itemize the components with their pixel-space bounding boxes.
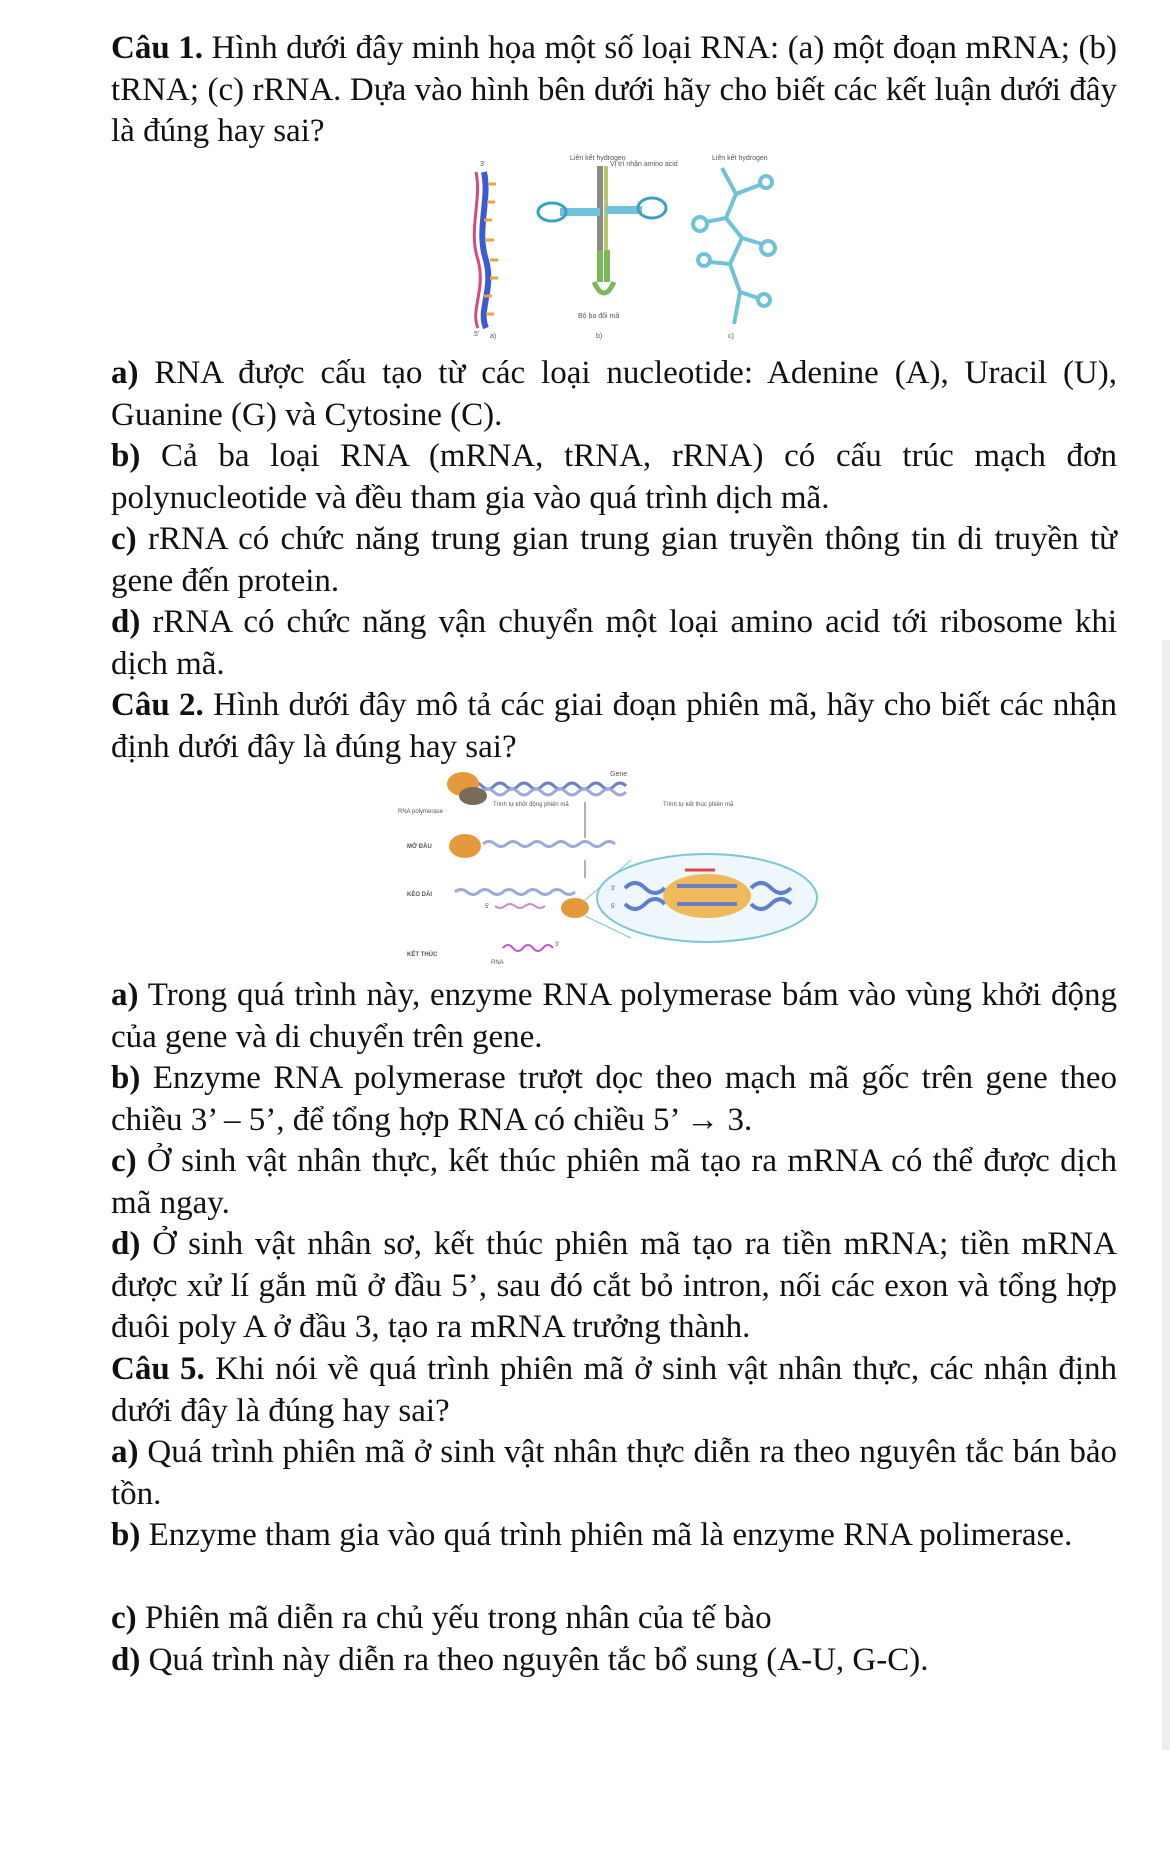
- option-label: b): [111, 1517, 141, 1553]
- question-1-label: Câu 1.: [111, 30, 203, 66]
- q5-option-c: [111, 1598, 1117, 1640]
- trna-hbond-label: Liên kết hydrogen: [570, 155, 626, 162]
- anticodon-label: Bộ ba đối mã: [578, 313, 620, 320]
- option-text: Ở sinh vật nhân thực, kết thúc phiên mã tạo ra mRNA có thể được dịch mã ngay.: [111, 1143, 1117, 1221]
- option-text: Ở sinh vật nhân sơ, kết thúc phiên mã tạo ra tiền mRNA; tiền mRNA được xử lí gắn mũ ở đầu 5’, sau đó cắt bỏ intron, nối các exon và tổng hợp đuôi poly A ở đầu 3, tạo ra mRNA trưởng thành.: [111, 1226, 1117, 1345]
- rna-label: RNA: [491, 960, 504, 966]
- q2-option-c: [111, 1141, 1117, 1224]
- q2-option-a: [111, 975, 1117, 1058]
- amino-site-label: Vị trí nhận amino acid: [610, 161, 678, 168]
- option-label: a): [111, 977, 139, 1013]
- figure-b-caption: b): [596, 333, 603, 340]
- q2-option-b: [111, 1058, 1117, 1141]
- q5-option-a: [111, 1432, 1117, 1515]
- mrna-strand: [474, 161, 498, 338]
- option-label: d): [111, 604, 141, 640]
- trna-structure: [538, 153, 678, 320]
- rna-types-figure: [460, 150, 780, 340]
- option-text: Trong quá trình này, enzyme RNA polymerase bám vào vùng khởi động của gene và di chuyển trên gene.: [111, 977, 1118, 1055]
- rrna-hbond-label: Liên kết hydrogen: [712, 155, 768, 162]
- mrna-5-prime-label: 5': [474, 331, 480, 338]
- option-label: a): [111, 1434, 139, 1470]
- option-label: a): [111, 355, 139, 391]
- q1-option-c: [111, 519, 1117, 602]
- mrna-3-prime-label: 3': [480, 161, 486, 168]
- bubble-5-prime: 5': [611, 904, 616, 910]
- terminator-label: Trình tự kết thúc phiên mã: [663, 802, 734, 808]
- q1-option-a: [111, 353, 1117, 436]
- gene-dna-top: [447, 772, 626, 805]
- q5-option-d: [111, 1640, 1117, 1682]
- initiation-stage: [449, 834, 615, 858]
- option-text: rRNA có chức năng trung gian trung gian truyền thông tin di truyền từ gene đến protein.: [111, 521, 1117, 599]
- option-label: b): [111, 1060, 141, 1096]
- termination-stage: [491, 942, 559, 966]
- termination-label: KẾT THÚC: [407, 952, 438, 958]
- question-1-text: Hình dưới đây minh họa một số loại RNA: (a) một đoạn mRNA; (b) tRNA; (c) rRNA. Dựa vào hình bên dưới hãy cho biết các kết luận dưới đây là đúng hay sai?: [111, 30, 1118, 149]
- termination-3-prime: 3': [555, 942, 560, 948]
- q1-option-b: [111, 436, 1117, 519]
- option-label: c): [111, 1143, 137, 1179]
- elongation-5-prime: 5': [485, 904, 490, 910]
- option-label: b): [111, 438, 141, 474]
- initiation-label: MỞ ĐẦU: [407, 844, 432, 850]
- option-text: Quá trình này diễn ra theo nguyên tắc bổ sung (A-U, G-C).: [148, 1642, 929, 1678]
- question-1: [111, 28, 1117, 153]
- elongation-stage: [455, 890, 589, 919]
- option-label: d): [111, 1226, 141, 1262]
- bubble-3-prime: 3': [611, 886, 616, 892]
- q1-option-d: [111, 602, 1117, 685]
- q2-option-d: [111, 1224, 1117, 1349]
- option-text: RNA được cấu tạo từ các loại nucleotide: Adenine (A), Uracil (U), Guanine (G) và Cytosine (C).: [111, 355, 1117, 433]
- promoter-label: Trình tự khởi động phiên mã: [493, 802, 569, 808]
- option-text: Quá trình phiên mã ở sinh vật nhân thực diễn ra theo nguyên tắc bán bảo tồn.: [111, 1434, 1118, 1512]
- question-2-text: Hình dưới đây mô tả các giai đoạn phiên mã, hãy cho biết các nhận định dưới đây là đúng hay sai?: [111, 687, 1118, 765]
- gene-label: Gene: [610, 771, 628, 778]
- option-text: rRNA có chức năng vận chuyển một loại amino acid tới ribosome khi dịch mã.: [111, 604, 1118, 682]
- option-text: Enzyme RNA polymerase trượt dọc theo mạch mã gốc trên gene theo chiều 3’ – 5’, để tổng hợp RNA có chiều 5’ → 3.: [111, 1060, 1118, 1138]
- figure-c-caption: c): [728, 333, 734, 340]
- question-5: [111, 1349, 1117, 1432]
- question-2: [111, 685, 1117, 768]
- question-2-label: Câu 2.: [111, 687, 204, 723]
- option-label: d): [111, 1642, 141, 1678]
- option-label: c): [111, 521, 137, 557]
- transcription-bubble-detail: [583, 854, 817, 942]
- rna-polymerase-label: RNA polymerase: [398, 809, 444, 815]
- rrna-structure: [693, 153, 775, 324]
- option-text: Cả ba loại RNA (mRNA, tRNA, rRNA) có cấu trúc mạch đơn polynucleotide và đều tham gia vào quá trình dịch mã.: [111, 438, 1117, 516]
- option-text: Enzyme tham gia vào quá trình phiên mã là enzyme RNA polimerase.: [148, 1517, 1073, 1553]
- elongation-label: KÉO DÀI: [407, 892, 433, 898]
- option-text: Phiên mã diễn ra chủ yếu trong nhân của tế bào: [144, 1600, 772, 1636]
- transcription-figure: [395, 768, 835, 968]
- q5-option-b: [111, 1515, 1117, 1557]
- question-5-text: Khi nói về quá trình phiên mã ở sinh vật nhân thực, các nhận định dưới đây là đúng hay sai?: [111, 1351, 1117, 1429]
- scrollbar[interactable]: [1162, 640, 1170, 1750]
- figure-a-caption: a): [490, 333, 497, 340]
- option-label: c): [111, 1600, 137, 1636]
- question-5-label: Câu 5.: [111, 1351, 205, 1387]
